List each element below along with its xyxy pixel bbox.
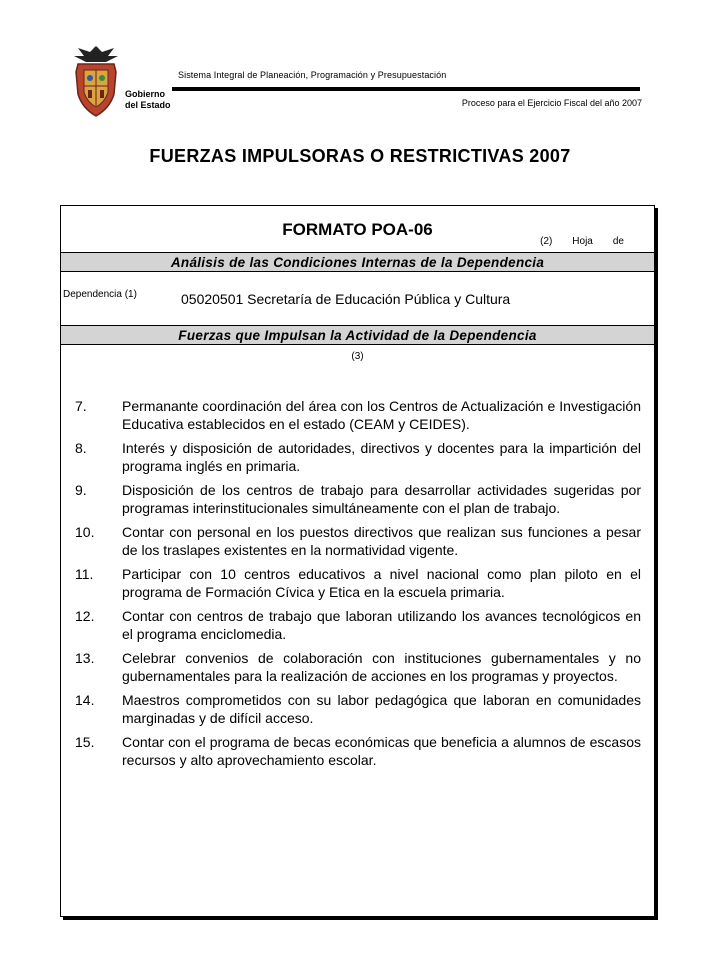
list-item	[73, 398, 641, 433]
item-number: 9.	[75, 482, 87, 498]
list-item	[73, 482, 641, 517]
page-title: FUERZAS IMPULSORAS O RESTRICTIVAS 2007	[149, 146, 571, 166]
internal-analysis-header: Análisis de las Condiciones Internas de la Dependencia	[61, 252, 654, 272]
item-number: 14.	[75, 692, 95, 708]
format-title: FORMATO POA-06	[282, 220, 433, 239]
item-number: 11.	[75, 566, 94, 582]
forces-list	[73, 398, 641, 776]
list-item	[73, 734, 641, 769]
item-text: Maestros comprometidos con su labor pedagógica que laboran en comunidades marginadas y de difícil acceso.	[122, 692, 641, 726]
item-text: Permanante coordinación del área con los Centros de Actualización e Investigación Educativa establecidos en el estado (CEAM y CEIDES).	[122, 398, 641, 432]
poa-06-form	[60, 205, 655, 917]
item-number: 12.	[75, 608, 95, 624]
item-text: Interés y disposición de autoridades, directivos y docentes para la impartición del programa inglés en primaria.	[122, 440, 641, 474]
state-coat-of-arms-icon	[70, 42, 122, 122]
item-text: Participar con 10 centros educativos a nivel nacional como plan piloto en el programa de Formación Cívica y Etica en la escuela primaria.	[122, 566, 641, 600]
dependency-value: 05020501 Secretaría de Educación Pública y Cultura	[181, 291, 511, 307]
list-item	[73, 440, 641, 475]
forces-marker: (3)	[351, 351, 364, 362]
item-number: 15.	[75, 734, 95, 750]
item-text: Contar con centros de trabajo que laboran utilizando los avances tecnológicos en el programa enciclomedia.	[122, 608, 641, 642]
page-ref-hoja: Hoja	[572, 236, 593, 247]
list-item	[73, 566, 641, 601]
page-ref-de: de	[612, 236, 624, 247]
page-reference	[540, 236, 624, 247]
government-label: Gobierno del Estado	[125, 89, 171, 110]
item-number: 7.	[75, 398, 87, 414]
item-number: 13.	[75, 650, 95, 666]
forces-header: Fuerzas que Impulsan la Actividad de la Dependencia	[61, 325, 654, 345]
item-text: Contar con el programa de becas económicas que beneficia a alumnos de escasos recursos y alto aprovechamiento escolar.	[122, 734, 641, 768]
page-ref-marker: (2)	[540, 236, 553, 247]
header-divider	[172, 87, 640, 91]
list-item	[73, 692, 641, 727]
list-item	[73, 608, 641, 643]
item-text: Celebrar convenios de colaboración con instituciones gubernamentales y no gubernamentales para la realización de acciones en los programas y proyectos.	[122, 650, 641, 684]
list-item	[73, 524, 641, 559]
item-number: 8.	[75, 440, 87, 456]
system-title: Sistema Integral de Planeación, Programación y Presupuestación	[178, 70, 447, 80]
dependency-label: Dependencia (1)	[63, 289, 137, 300]
fiscal-process-line: Proceso para el Ejercicio Fiscal del año 2007	[461, 98, 642, 108]
item-text: Contar con personal en los puestos directivos que realizan sus funciones a pesar de los traslapes existentes en la normatividad vigente.	[122, 524, 641, 558]
item-number: 10.	[75, 524, 95, 540]
item-text: Disposición de los centros de trabajo para desarrollar actividades sugeridas por programas interinstitucionales simultáneamente con el plan de trabajo.	[122, 482, 641, 516]
list-item	[73, 650, 641, 685]
